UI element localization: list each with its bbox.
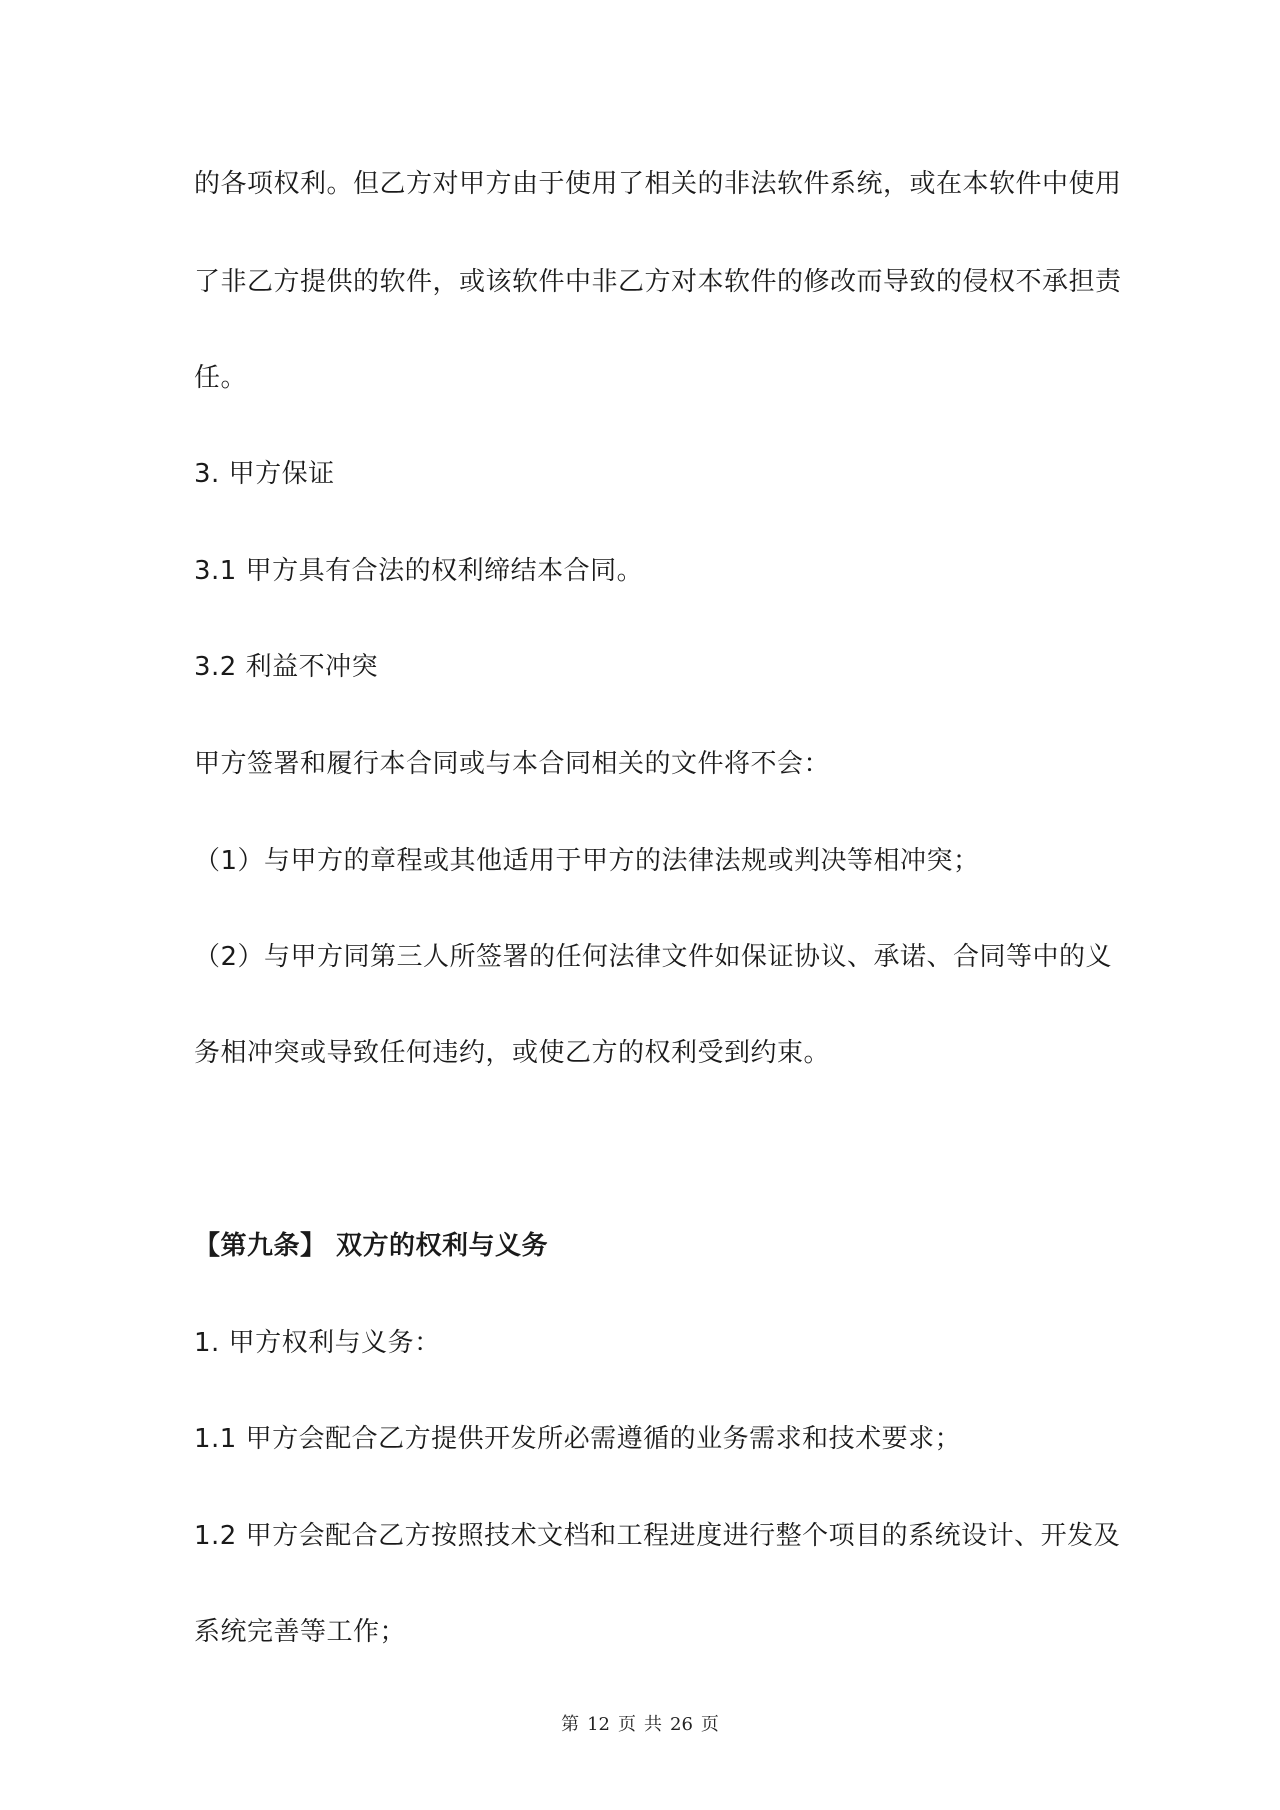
footer-page-word: 页 bbox=[618, 1714, 636, 1735]
body-line: 1.2 甲方会配合乙方按照技术文档和工程进度进行整个项目的系统设计、开发及 bbox=[194, 1521, 1121, 1551]
subsection-heading: 3.2 利益不冲突 bbox=[194, 652, 379, 682]
list-item: （1）与甲方的章程或其他适用于甲方的法律法规或判决等相冲突； bbox=[194, 846, 980, 876]
body-line: 的各项权利。但乙方对甲方由于使用了相关的非法软件系统，或在本软件中使用 bbox=[194, 169, 1122, 199]
body-line: 任。 bbox=[194, 363, 248, 393]
body-line: 1.1 甲方会配合乙方提供开发所必需遵循的业务需求和技术要求； bbox=[194, 1424, 962, 1454]
list-item-continuation: 务相冲突或导致任何违约，或使乙方的权利受到约束。 bbox=[194, 1038, 831, 1068]
body-line: 3.1 甲方具有合法的权利缔结本合同。 bbox=[194, 556, 644, 586]
section-heading: 3. 甲方保证 bbox=[194, 459, 335, 489]
footer-total-prefix: 共 bbox=[644, 1714, 662, 1735]
body-line: 系统完善等工作； bbox=[194, 1617, 407, 1647]
footer-suffix: 页 bbox=[700, 1714, 719, 1735]
footer-prefix: 第 bbox=[561, 1714, 580, 1735]
total-page-number: 26 bbox=[670, 1714, 693, 1735]
page-footer bbox=[0, 1713, 1280, 1737]
section-heading: 1. 甲方权利与义务： bbox=[194, 1328, 441, 1358]
body-line: 了非乙方提供的软件，或该软件中非乙方对本软件的修改而导致的侵权不承担责 bbox=[194, 267, 1122, 297]
body-line: 甲方签署和履行本合同或与本合同相关的文件将不会： bbox=[194, 749, 831, 779]
article-heading: 【第九条】 双方的权利与义务 bbox=[194, 1231, 549, 1261]
list-item: （2）与甲方同第三人所签署的任何法律文件如保证协议、承诺、合同等中的义 bbox=[194, 942, 1113, 972]
current-page-number: 12 bbox=[587, 1714, 610, 1735]
